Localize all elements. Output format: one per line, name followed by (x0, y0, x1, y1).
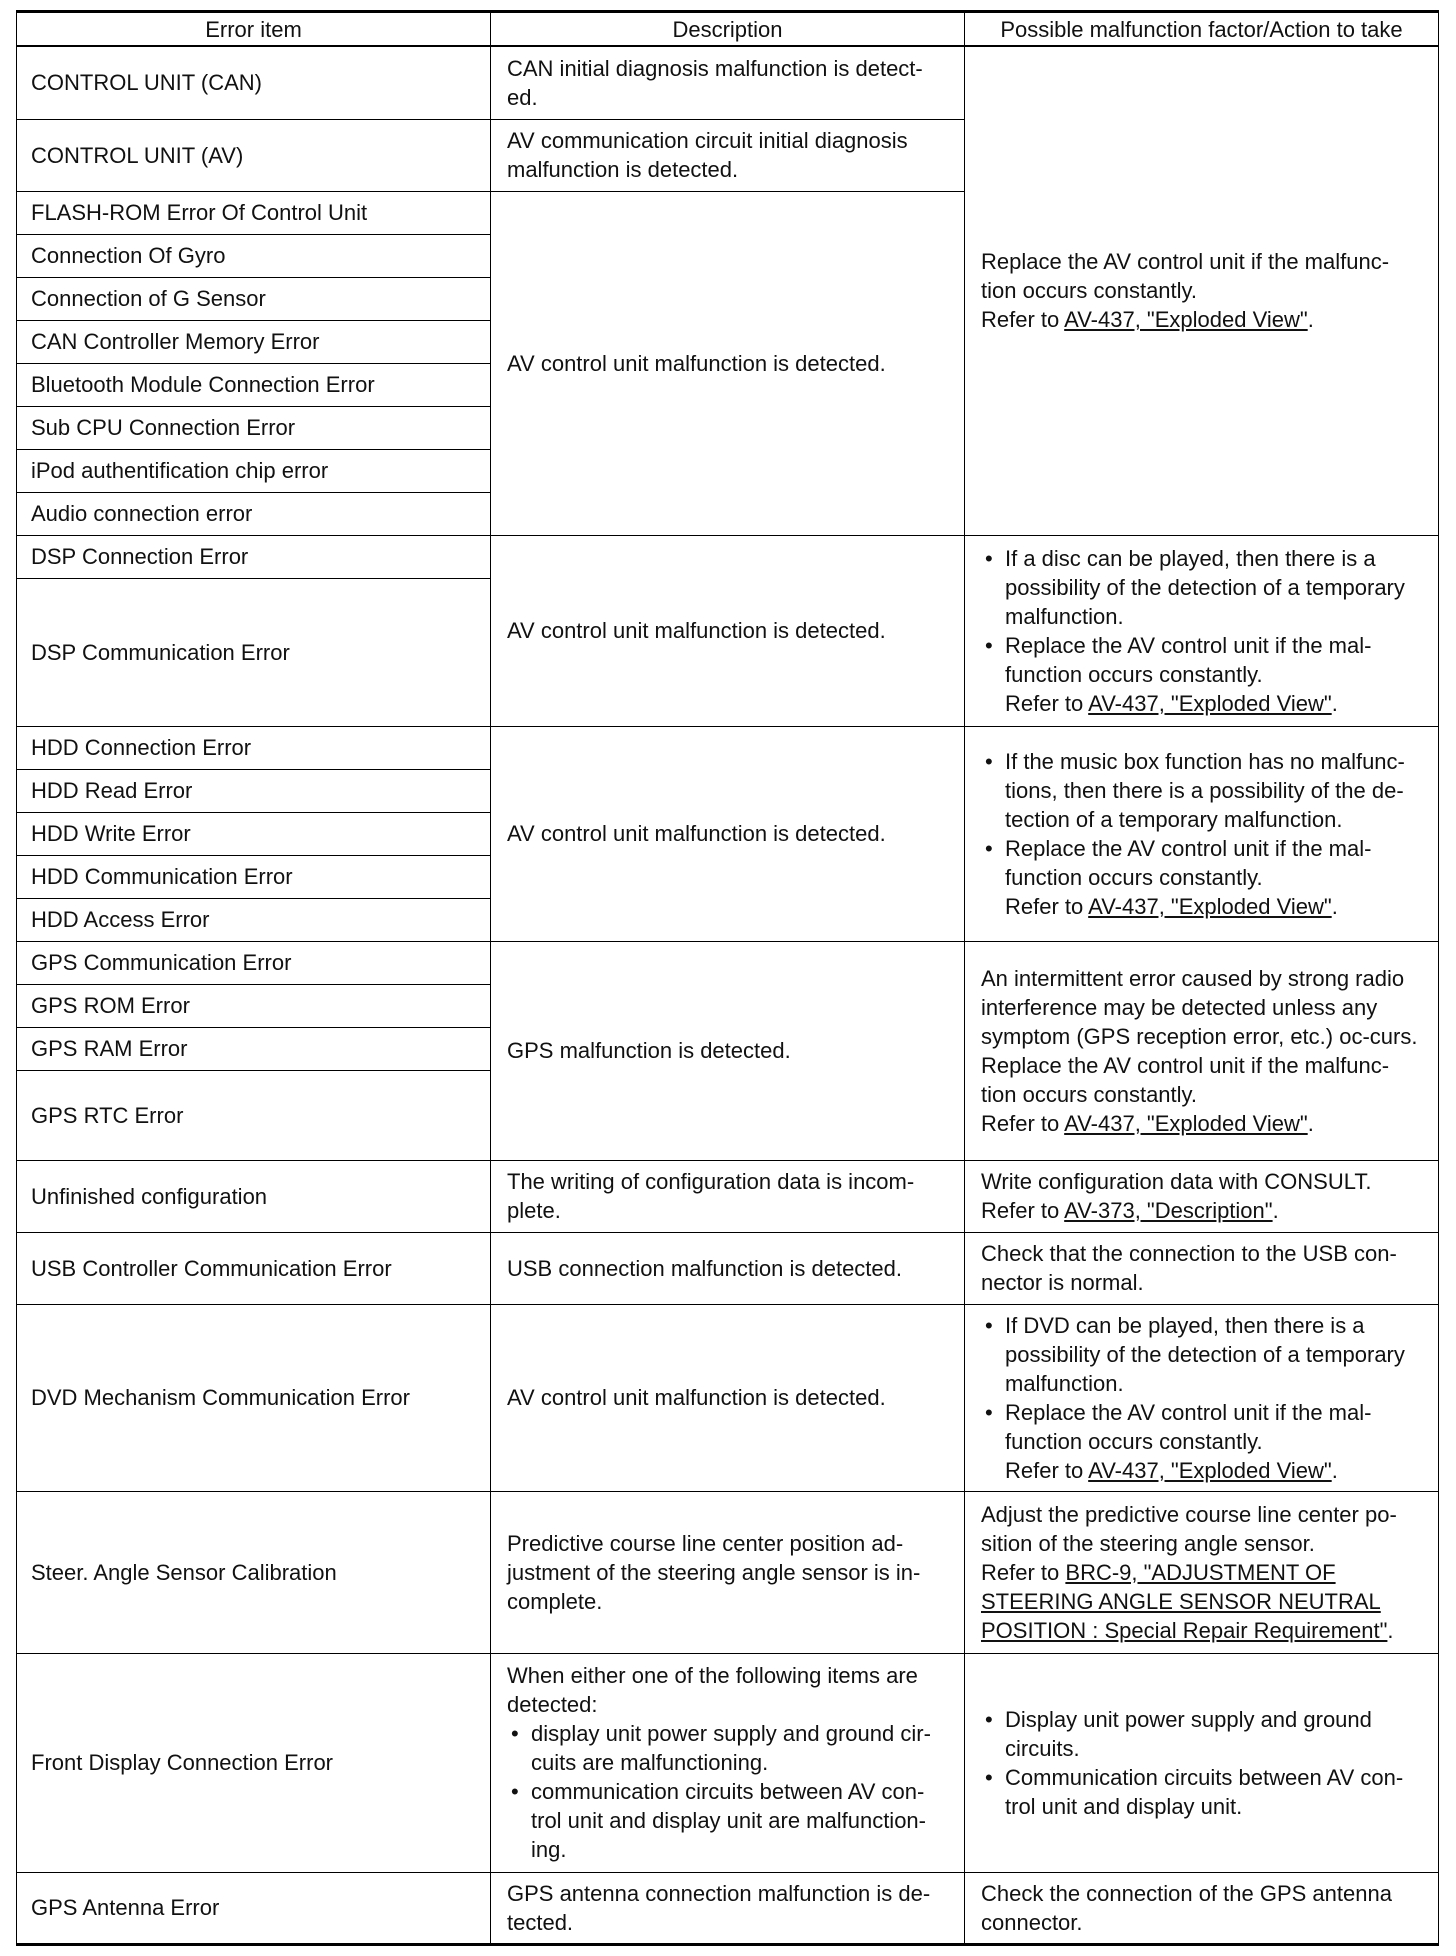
header-description: Description (491, 12, 965, 47)
list-item: • Replace the AV control unit if the mal-function occurs constantly. Refer to AV-437, "Exploded View". (981, 834, 1422, 921)
error-item: FLASH-ROM Error Of Control Unit (17, 191, 491, 234)
list-item: • communication circuits between AV con-trol unit and display unit are malfunction-ing. (507, 1777, 948, 1864)
reference-link[interactable]: AV-437, "Exploded View" (1088, 690, 1332, 716)
error-item: Unfinished configuration (17, 1160, 491, 1232)
reference-link[interactable]: AV-437, "Exploded View" (1064, 1110, 1308, 1136)
table-row (17, 941, 1439, 984)
table-row (17, 535, 1439, 578)
description: The writing of configuration data is incom-plete. (491, 1160, 965, 1232)
description: CAN initial diagnosis malfunction is detect-ed. (491, 46, 965, 119)
error-item: GPS RAM Error (17, 1027, 491, 1070)
description: Predictive course line center position ad-justment of the steering angle sensor is in-complete. (491, 1491, 965, 1653)
table-row (17, 1491, 1439, 1653)
error-item: Front Display Connection Error (17, 1653, 491, 1872)
action-cell: Write configuration data with CONSULT. Refer to AV-373, "Description". (965, 1160, 1439, 1232)
error-item: HDD Write Error (17, 812, 491, 855)
error-item: CONTROL UNIT (AV) (17, 119, 491, 191)
error-item: Connection of G Sensor (17, 277, 491, 320)
error-table (16, 10, 1439, 1946)
list-item: • Communication circuits between AV con-trol unit and display unit. (981, 1763, 1422, 1821)
reference-link[interactable]: AV-437, "Exploded View" (1088, 1457, 1332, 1483)
action-cell (965, 535, 1439, 726)
list-item: • Display unit power supply and ground circuits. (981, 1705, 1422, 1763)
table-row (17, 46, 1439, 119)
table-row (17, 1653, 1439, 1872)
error-item: CAN Controller Memory Error (17, 320, 491, 363)
description: USB connection malfunction is detected. (491, 1232, 965, 1304)
action-cell: Adjust the predictive course line center po-sition of the steering angle sensor. Refer to BRC-9, "ADJUSTMENT OF STEERING ANGLE SENSOR NEUTRAL POSITION : Special Repair Requirement". (965, 1491, 1439, 1653)
error-item: Audio connection error (17, 492, 491, 535)
action-text: Replace the AV control unit if the malfunc-tion occurs constantly. (981, 249, 1390, 304)
reference-link[interactable]: BRC-9, "ADJUSTMENT OF STEERING ANGLE SENSOR NEUTRAL POSITION : Special Repair Requirement" (981, 1559, 1388, 1643)
error-item: HDD Connection Error (17, 726, 491, 769)
action-list (981, 1705, 1422, 1821)
description: When either one of the following items are detected: • display unit power supply and ground cir-cuits are malfunctioning. • communication circuits between AV con-trol unit and display unit are malfunction-ing. (491, 1653, 965, 1872)
table-row (17, 1304, 1439, 1491)
description: AV control unit malfunction is detected. (491, 1304, 965, 1491)
reference-link[interactable]: AV-437, "Exploded View" (1088, 893, 1332, 919)
action-cell: Check that the connection to the USB con-nector is normal. (965, 1232, 1439, 1304)
error-item: Bluetooth Module Connection Error (17, 363, 491, 406)
description: GPS malfunction is detected. (491, 941, 965, 1160)
error-item: GPS Antenna Error (17, 1872, 491, 1944)
action-list (981, 747, 1422, 921)
error-item: Connection Of Gyro (17, 234, 491, 277)
error-item: GPS Communication Error (17, 941, 491, 984)
description: GPS antenna connection malfunction is de-tected. (491, 1872, 965, 1944)
list-item: • Replace the AV control unit if the mal-function occurs constantly. Refer to AV-437, "Exploded View". (981, 1398, 1422, 1485)
action-cell: Check the connection of the GPS antenna connector. (965, 1872, 1439, 1944)
description: AV control unit malfunction is detected. (491, 726, 965, 941)
error-item: GPS ROM Error (17, 984, 491, 1027)
action-cell (965, 1304, 1439, 1491)
action-cell (965, 726, 1439, 941)
description: AV communication circuit initial diagnosis malfunction is detected. (491, 119, 965, 191)
error-item: CONTROL UNIT (CAN) (17, 46, 491, 119)
error-item: HDD Communication Error (17, 855, 491, 898)
list-item: • Replace the AV control unit if the mal-function occurs constantly. Refer to AV-437, "Exploded View". (981, 631, 1422, 718)
action-cell: An intermittent error caused by strong radio interference may be detected unless any symptom (GPS reception error, etc.) oc-curs. Replace the AV control unit if the malfunc-tion occurs constantly. Refer to AV-437, "Exploded View". (965, 941, 1439, 1160)
action-list (981, 1311, 1422, 1485)
error-item: DSP Communication Error (17, 578, 491, 726)
reference-link[interactable]: AV-437, "Exploded View" (1064, 307, 1308, 333)
description-list (507, 1719, 948, 1864)
action-cell: Replace the AV control unit if the malfunc-tion occurs constantly. Refer to AV-437, "Exploded View". (965, 46, 1439, 535)
header-row (17, 12, 1439, 47)
description: AV control unit malfunction is detected. (491, 535, 965, 726)
list-item: • If a disc can be played, then there is a possibility of the detection of a temporary malfunction. (981, 544, 1422, 631)
error-item: HDD Access Error (17, 898, 491, 941)
action-cell (965, 1653, 1439, 1872)
table-row (17, 1232, 1439, 1304)
error-item: Sub CPU Connection Error (17, 406, 491, 449)
error-item: HDD Read Error (17, 769, 491, 812)
error-item: GPS RTC Error (17, 1070, 491, 1160)
table-row (17, 1160, 1439, 1232)
error-item: USB Controller Communication Error (17, 1232, 491, 1304)
error-item: Steer. Angle Sensor Calibration (17, 1491, 491, 1653)
error-item: iPod authentification chip error (17, 449, 491, 492)
header-error-item: Error item (17, 12, 491, 47)
list-item: • display unit power supply and ground cir-cuits are malfunctioning. (507, 1719, 948, 1777)
table-row (17, 726, 1439, 769)
error-item: DSP Connection Error (17, 535, 491, 578)
list-item: • If DVD can be played, then there is a possibility of the detection of a temporary malfunction. (981, 1311, 1422, 1398)
table-row (17, 1872, 1439, 1944)
description: AV control unit malfunction is detected. (491, 191, 965, 535)
action-list (981, 544, 1422, 718)
list-item: • If the music box function has no malfunc-tions, then there is a possibility of the de-tection of a temporary malfunction. (981, 747, 1422, 834)
reference-link[interactable]: AV-373, "Description" (1064, 1198, 1273, 1223)
error-item: DVD Mechanism Communication Error (17, 1304, 491, 1491)
header-action: Possible malfunction factor/Action to take (965, 12, 1439, 47)
